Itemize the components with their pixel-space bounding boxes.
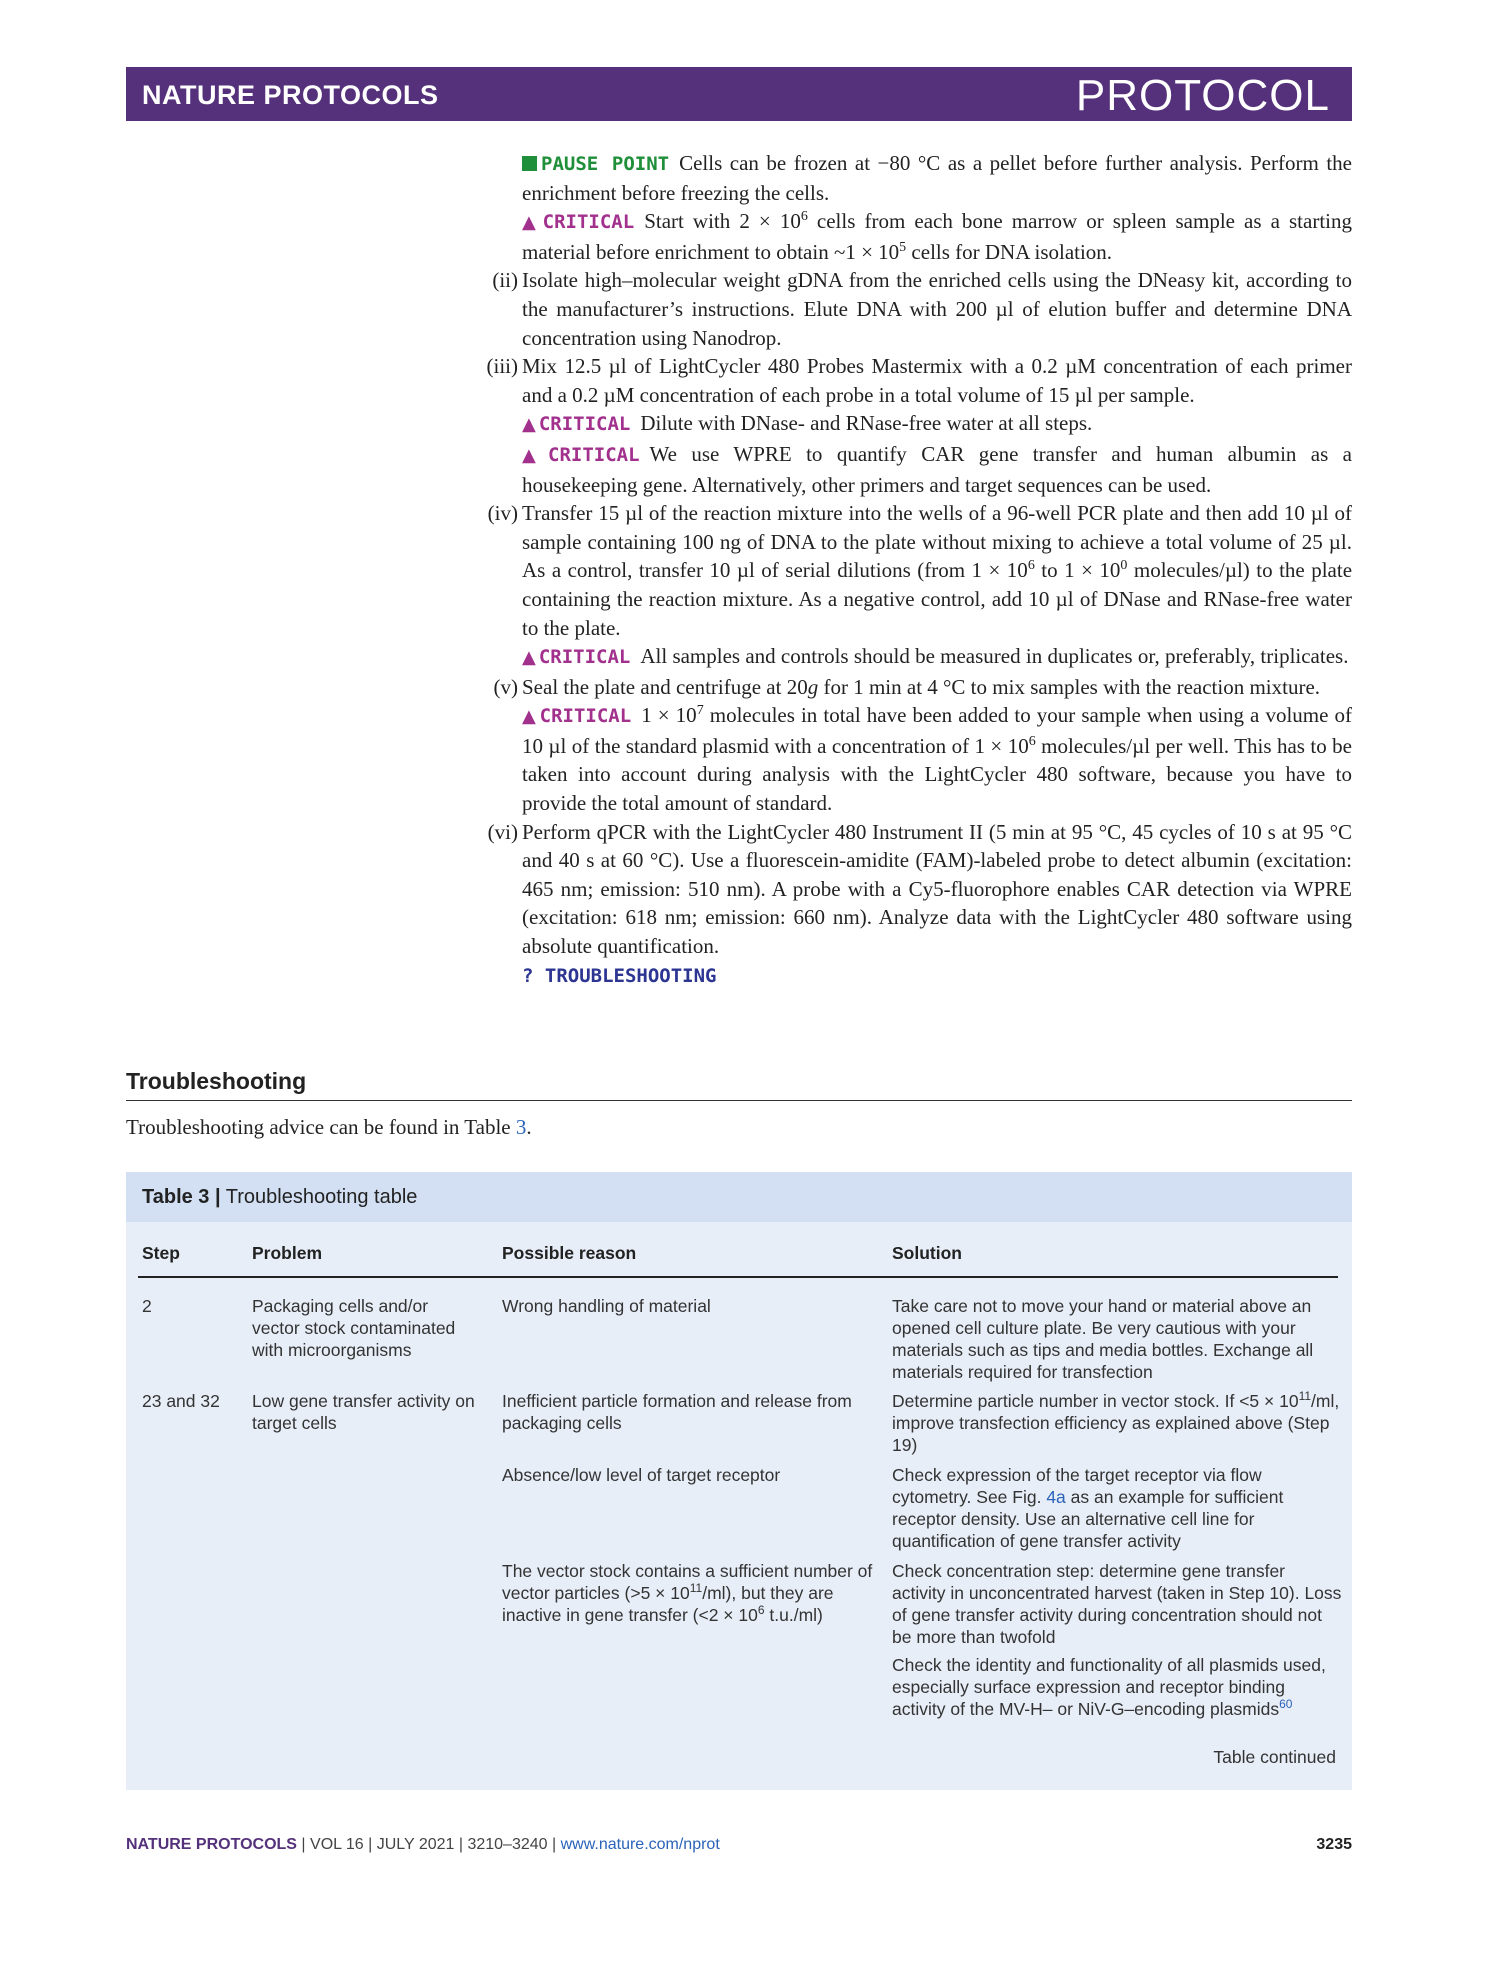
step-text: Transfer 15 µl of the reaction mixture into the wells of a 96-well PCR plate and then add 10 µl of sample containing 100 ng of DNA to the plate without mixing to achieve a total volume of 25 µl. As a control, transfer 10 µl of serial dilutions (from 1 × 10: [522, 501, 1352, 583]
superscript: 11: [1298, 1389, 1312, 1403]
solution-text: Check expression of the target receptor via flow cytometry. See Fig.: [892, 1465, 1262, 1507]
superscript: 6: [757, 1603, 765, 1617]
step-number: (vi): [487, 819, 518, 844]
superscript: 0: [1120, 558, 1128, 574]
table-caption-label: Table 3 |: [142, 1186, 221, 1208]
step-number: (iv): [487, 501, 518, 526]
section-divider: [126, 1100, 1352, 1101]
step-text: Mix 12.5 µl of LightCycler 480 Probes Mastermix with a 0.2 µM concentration of each primer and a 0.2 µM concentration of each probe in a total volume of 15 µl per sample.: [522, 354, 1352, 407]
table-cell-reason: Wrong handling of material: [502, 1296, 711, 1316]
step-text: Perform qPCR with the LightCycler 480 Instrument II (5 min at 95 °C, 45 cycles of 10 s at 95 °C and 40 s at 60 °C). Use a fluorescein-amidite (FAM)-labeled probe to detect albumin (excitation: 465 nm; emission: 510 nm). A probe with a Cy5-fluorophore enables CAR detection via WPRE (excitation: 618 nm; emission: 660 nm). Analyze data with the LightCycler 480 software using absolute quantification.: [522, 819, 1352, 959]
critical-triangle-icon: ▲: [522, 414, 536, 436]
table-cell-reason: Inefficient particle formation and release from packaging cells: [502, 1391, 852, 1433]
critical-text: molecules/µl per well. This has to be taken into account during analysis with the LightCycler 480 software, because you have to provide the total amount of standard.: [522, 733, 1352, 816]
step-text: g: [807, 674, 819, 699]
figure-link[interactable]: 4a: [1046, 1487, 1066, 1507]
table-cell-reason: [502, 1560, 877, 1626]
page-number: 3235: [1316, 1836, 1352, 1853]
step-ii: [470, 266, 1352, 352]
reason-text: /ml), but they are inactive in gene transfer (<2 × 10: [502, 1583, 834, 1625]
column-header-solution: Solution: [892, 1243, 962, 1263]
section-text: [126, 1113, 532, 1142]
critical-text: cells from each bone marrow or spleen sample as a starting material before enrichment to obtain ~1 × 10: [522, 209, 1353, 264]
section-title: Troubleshooting: [126, 1068, 307, 1094]
table-continued-note: Table continued: [1213, 1747, 1336, 1767]
critical-note: [470, 642, 1352, 673]
critical-text: We use WPRE to quantify CAR gene transfer and human albumin as a housekeeping gene. Alternatively, other primers and target sequences can be used.: [522, 441, 1353, 497]
critical-note: [470, 701, 1352, 817]
table-cell-step: 23 and 32: [142, 1391, 220, 1411]
article-type: PROTOCOL: [1075, 71, 1330, 120]
table-cell-step: 2: [142, 1296, 152, 1316]
step-vi: [470, 818, 1352, 961]
troubleshooting-table: [126, 1172, 1352, 1790]
reason-text: t.u./ml): [764, 1605, 823, 1625]
critical-label: CRITICAL: [548, 443, 640, 466]
table-cell-problem: Low gene transfer activity on target cells: [252, 1391, 475, 1433]
pause-point-text: Cells can be frozen at −80 °C as a pellet before further analysis. Perform the enrichment before freezing the cells.: [522, 151, 1352, 205]
journal-name: NATURE PROTOCOLS: [142, 80, 439, 110]
critical-text: All samples and controls should be measured in duplicates or, preferably, triplicates.: [640, 644, 1349, 669]
footer-journal: NATURE PROTOCOLS: [126, 1836, 297, 1853]
solution-text: /ml, improve transfection efficiency as explained above (Step 19): [892, 1391, 1340, 1455]
step-text: molecules/µl) to the plate containing the reaction mixture. As a negative control, add 10 µl of DNase and RNase-free water to the plate.: [522, 558, 1353, 640]
superscript: 5: [899, 239, 907, 255]
critical-text: Dilute with DNase- and RNase-free water at all steps.: [640, 411, 1093, 436]
step-iv: [470, 499, 1352, 642]
critical-triangle-icon: ▲: [522, 647, 536, 669]
critical-label: CRITICAL: [538, 646, 631, 669]
critical-triangle-icon: ▲: [522, 706, 537, 728]
table-cell-solution: [892, 1390, 1342, 1456]
superscript: 6: [1027, 558, 1035, 574]
superscript: 6: [1028, 733, 1036, 749]
procedure-steps: [470, 149, 1352, 990]
footer-volume: | VOL 16 | JULY 2021 | 3210–3240 |: [296, 1836, 561, 1853]
solution-text: Check the identity and functionality of all plasmids used, especially surface expression and receptor binding activity of the MV-H– or NiV-G–encoding plasmids: [892, 1655, 1326, 1719]
critical-triangle-icon: ▲: [522, 212, 540, 234]
pause-square-icon: [522, 156, 537, 171]
solution-text: as an example for sufficient receptor density. Use an alternative cell line for quantification of gene transfer activity: [892, 1487, 1284, 1551]
critical-text: Start with 2 × 10: [644, 209, 801, 234]
table-cell-solution: Take care not to move your hand or material above an opened cell culture plate. Be very cautious with your materials such as tips and media bottles. Exchange all materials required for transfection: [892, 1296, 1314, 1382]
table-caption-text: Troubleshooting table: [220, 1186, 418, 1208]
critical-text: 1 × 10: [641, 703, 697, 728]
step-number: (v): [493, 674, 518, 699]
table-cell-solution: Check concentration step: determine gene transfer activity in unconcentrated harvest (taken in Step 10). Loss of gene transfer activity during concentration should not be more than twofold: [892, 1561, 1342, 1647]
pause-point-label: PAUSE POINT: [541, 153, 670, 175]
section-text-part: Troubleshooting advice can be found in Table: [126, 1115, 516, 1139]
critical-text: cells for DNA isolation.: [906, 239, 1113, 264]
step-number: (iii): [486, 354, 518, 379]
table-link[interactable]: 3: [515, 1115, 527, 1139]
step-iii: [470, 352, 1352, 409]
critical-note: [470, 409, 1352, 440]
troubleshooting-link[interactable]: ? TROUBLESHOOTING: [522, 964, 717, 987]
column-header-reason: Possible reason: [502, 1243, 637, 1263]
table-cell-solution: [892, 1464, 1342, 1552]
table-caption: [126, 1172, 1352, 1222]
critical-label: CRITICAL: [538, 413, 631, 436]
table-cell-reason: Absence/low level of target receptor: [502, 1465, 781, 1485]
footer-url[interactable]: www.nature.com/nprot: [560, 1836, 720, 1853]
troubleshooting-reference[interactable]: [470, 961, 1352, 991]
step-text: to 1 × 10: [1034, 558, 1121, 583]
column-header-problem: Problem: [252, 1243, 323, 1263]
critical-label: CRITICAL: [539, 705, 632, 728]
critical-label: CRITICAL: [542, 211, 635, 234]
step-v: [470, 673, 1352, 702]
step-text: for 1 min at 4 °C to mix samples with the reaction mixture.: [818, 674, 1321, 699]
superscript: 7: [696, 703, 704, 719]
superscript: 6: [800, 209, 808, 225]
pause-point-note: [470, 149, 1352, 207]
table-header-rule: [138, 1276, 1338, 1278]
superscript: 11: [689, 1581, 703, 1595]
reference-link[interactable]: 60: [1279, 1697, 1293, 1711]
table-cell-problem: Packaging cells and/or vector stock contaminated with microorganisms: [252, 1296, 456, 1360]
critical-note: [470, 207, 1352, 266]
step-text: Isolate high–molecular weight gDNA from the enriched cells using the DNeasy kit, according to the manufacturer’s instructions. Elute DNA with 200 µl of elution buffer and determine DNA concentration using Nanodrop.: [522, 268, 1352, 350]
section-text-part: .: [526, 1115, 532, 1139]
step-text: Seal the plate and centrifuge at 20: [522, 674, 808, 699]
column-header-step: Step: [142, 1243, 180, 1263]
table-cell-solution: [892, 1654, 1342, 1720]
journal-header: [126, 67, 1352, 121]
step-number: (ii): [492, 268, 518, 293]
critical-note: [470, 440, 1352, 499]
solution-text: Determine particle number in vector stock. If <5 × 10: [892, 1391, 1299, 1411]
reason-text: The vector stock contains a sufficient number of vector particles (>5 × 10: [502, 1561, 873, 1603]
page-footer: [126, 1836, 1352, 1854]
critical-text: molecules in total have been added to your sample when using a volume of 10 µl of the standard plasmid with a concentration of 1 × 10: [522, 703, 1353, 758]
critical-triangle-icon: ▲: [522, 444, 545, 466]
